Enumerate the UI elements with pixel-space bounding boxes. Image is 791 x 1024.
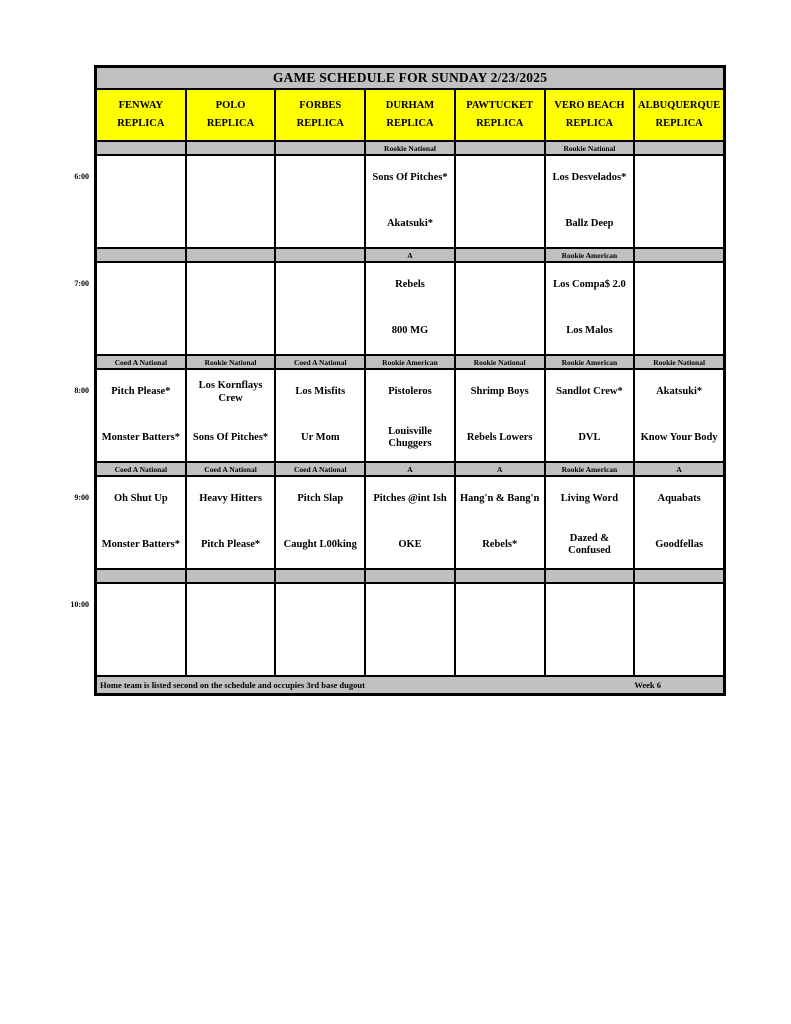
field-type: REPLICA: [386, 117, 434, 129]
field-type: REPLICA: [206, 117, 255, 129]
division-cell: Rookie National: [366, 142, 454, 154]
field-header-pawtucket: [456, 90, 544, 140]
away-team: Los Kornflays Crew: [198, 380, 263, 404]
away-team: [187, 263, 275, 309]
game-cell-vero-beach: [546, 477, 634, 568]
division-cell: Coed A National: [276, 463, 364, 475]
game-cell-fenway: [97, 477, 185, 568]
away-team: Living Word: [560, 493, 619, 505]
field-type: REPLICA: [655, 117, 703, 129]
away-team: Sandlot Crew*: [556, 386, 623, 398]
away-team: Shrimp Boys: [470, 386, 529, 398]
home-team: Sons Of Pitches*: [192, 431, 269, 443]
field-header-vero-beach: [546, 90, 634, 140]
field-header-polo: [187, 90, 275, 140]
field-name: ALBUQUERQUE: [638, 100, 721, 111]
home-team: [97, 630, 185, 676]
division-cell: Rookie American: [366, 356, 454, 368]
home-team: Ur Mom: [300, 431, 340, 443]
field-type: REPLICA: [296, 117, 344, 129]
home-team: Know Your Body: [640, 431, 718, 443]
away-team: Pitch Please*: [111, 386, 171, 398]
field-name: PAWTUCKET: [466, 100, 534, 111]
away-team: Pitches @int Ish: [373, 493, 447, 505]
game-cell-fenway: [97, 370, 185, 461]
home-team: Rebels Lowers: [466, 431, 533, 443]
away-team: Pistoleros: [388, 386, 432, 398]
home-team: OKE: [398, 538, 422, 550]
footer-row: [97, 677, 723, 693]
field-type: REPLICA: [117, 117, 165, 129]
home-team: Monster Batters*: [101, 431, 180, 443]
division-cell: [546, 570, 634, 582]
home-team: Los Malos: [566, 324, 613, 336]
away-team: Akatsuki*: [656, 386, 703, 398]
game-cell-fenway: [97, 263, 185, 354]
games-row-1000: [70, 584, 723, 675]
home-team: 800 MG: [391, 324, 429, 336]
field-name: POLO: [215, 100, 246, 111]
away-team: Sons Of Pitches*: [372, 172, 448, 184]
time-label: 10:00: [70, 600, 89, 609]
away-team: [635, 263, 723, 309]
time-label: 7:00: [74, 279, 89, 288]
games-row-600: [74, 156, 723, 247]
game-cell-forbes: [276, 263, 364, 354]
home-team: [276, 309, 364, 355]
game-cell-pawtucket: [456, 584, 544, 675]
game-cell-durham: [366, 584, 454, 675]
division-row-1000: [97, 570, 723, 582]
home-team: [276, 630, 364, 676]
game-cell-fenway: [97, 584, 185, 675]
game-cell-pawtucket: [456, 370, 544, 461]
division-cell: [97, 249, 185, 261]
home-team: Ballz Deep: [565, 217, 614, 229]
game-cell-pawtucket: [456, 156, 544, 247]
field-name: DURHAM: [385, 100, 435, 111]
home-team: Pitch Please*: [200, 538, 261, 550]
division-cell: [276, 142, 364, 154]
game-cell-forbes: [276, 156, 364, 247]
away-team: [276, 584, 364, 630]
home-team: Dazed & Confused: [568, 532, 611, 557]
home-team: [97, 202, 185, 248]
time-label: 8:00: [74, 386, 89, 395]
game-cell-forbes: [276, 477, 364, 568]
home-team: Goodfellas: [655, 538, 704, 550]
home-team: [187, 202, 275, 248]
home-team: [546, 630, 634, 676]
division-cell: [97, 142, 185, 154]
division-cell: Coed A National: [97, 463, 185, 475]
field-name: FORBES: [299, 100, 342, 111]
away-team: [276, 156, 364, 202]
game-cell-albuquerque: [635, 584, 723, 675]
game-cell-forbes: [276, 370, 364, 461]
game-cell-durham: [366, 156, 454, 247]
game-cell-albuquerque: [635, 477, 723, 568]
away-team: Los Compa$ 2.0: [553, 279, 626, 291]
home-team: DVL: [578, 431, 601, 443]
away-team: [456, 156, 544, 202]
division-cell: Rookie American: [546, 463, 634, 475]
division-cell: Coed A National: [187, 463, 275, 475]
game-cell-polo: [187, 156, 275, 247]
field-header-fenway: [97, 90, 185, 140]
away-team: [97, 156, 185, 202]
away-team: [97, 584, 185, 630]
home-team: [366, 630, 454, 676]
away-team: Oh Shut Up: [114, 493, 168, 505]
game-cell-vero-beach: [546, 263, 634, 354]
home-team: [276, 202, 364, 248]
division-cell: [456, 570, 544, 582]
division-cell: [187, 570, 275, 582]
field-type: REPLICA: [565, 117, 614, 129]
division-cell: A: [366, 463, 454, 475]
game-cell-durham: [366, 263, 454, 354]
division-cell: Rookie National: [635, 356, 723, 368]
home-team: [187, 309, 275, 355]
home-team: Rebels*: [482, 538, 518, 550]
games-row-800: [74, 370, 723, 461]
footer-note: Home team is listed second on the schedule and occupies 3rd base dugout: [100, 680, 365, 690]
game-cell-forbes: [276, 584, 364, 675]
division-cell: A: [635, 463, 723, 475]
home-team: [456, 202, 544, 248]
away-team: [187, 156, 275, 202]
division-cell: Rookie National: [456, 356, 544, 368]
home-team: [97, 309, 185, 355]
home-team: [456, 630, 544, 676]
division-cell: A: [366, 249, 454, 261]
away-team: [635, 156, 723, 202]
field-header-durham: [366, 90, 454, 140]
home-team: [187, 630, 275, 676]
division-row-700: [97, 249, 723, 261]
division-cell: [456, 249, 544, 261]
division-cell: Rookie American: [546, 249, 634, 261]
game-cell-durham: [366, 477, 454, 568]
away-team: Heavy Hitters: [199, 493, 262, 505]
division-cell: A: [456, 463, 544, 475]
division-cell: [187, 249, 275, 261]
time-label: 9:00: [74, 493, 89, 502]
field-header-forbes: [276, 90, 364, 140]
home-team: [635, 630, 723, 676]
game-cell-polo: [187, 477, 275, 568]
away-team: Aquabats: [657, 493, 701, 505]
time-label: 6:00: [74, 172, 89, 181]
game-cell-vero-beach: [546, 370, 634, 461]
game-cell-albuquerque: [635, 156, 723, 247]
away-team: [546, 584, 634, 630]
away-team: [456, 584, 544, 630]
home-team: [456, 309, 544, 355]
division-cell: [276, 570, 364, 582]
away-team: [635, 584, 723, 630]
away-team: [276, 263, 364, 309]
home-team: Monster Batters*: [101, 538, 180, 550]
away-team: [366, 584, 454, 630]
home-team: [635, 309, 723, 355]
game-cell-polo: [187, 584, 275, 675]
away-team: [187, 584, 275, 630]
division-row-600: [97, 142, 723, 154]
schedule-table: [70, 65, 726, 696]
game-cell-pawtucket: [456, 263, 544, 354]
division-cell: [97, 570, 185, 582]
division-cell: [276, 249, 364, 261]
home-team: Akatsuki*: [386, 217, 434, 229]
division-cell: Rookie National: [187, 356, 275, 368]
away-team: [456, 263, 544, 309]
games-row-700: [74, 263, 723, 354]
home-team: Louisville Chuggers: [388, 425, 432, 450]
game-cell-polo: [187, 370, 275, 461]
division-cell: [187, 142, 275, 154]
game-cell-albuquerque: [635, 263, 723, 354]
game-cell-vero-beach: [546, 156, 634, 247]
division-cell: [366, 570, 454, 582]
game-cell-pawtucket: [456, 477, 544, 568]
away-team: Los Desvelados*: [552, 172, 627, 184]
week-label: Week 6: [634, 680, 661, 690]
field-type: REPLICA: [476, 117, 524, 129]
division-cell: Coed A National: [97, 356, 185, 368]
division-cell: [635, 142, 723, 154]
away-team: [97, 263, 185, 309]
away-team: Hang'n & Bang'n: [460, 493, 540, 505]
division-row-800: [97, 356, 723, 368]
field-name: FENWAY: [118, 100, 164, 111]
division-cell: [635, 249, 723, 261]
field-header-albuquerque: [635, 90, 723, 140]
division-row-900: [97, 463, 723, 475]
game-cell-polo: [187, 263, 275, 354]
away-team: Rebels: [395, 279, 425, 291]
division-cell: Rookie National: [546, 142, 634, 154]
game-cell-albuquerque: [635, 370, 723, 461]
schedule-title: GAME SCHEDULE FOR SUNDAY 2/23/2025: [97, 68, 723, 88]
away-team: Los Misfits: [295, 386, 346, 398]
game-cell-vero-beach: [546, 584, 634, 675]
division-cell: Coed A National: [276, 356, 364, 368]
field-header-row: [97, 90, 723, 140]
game-cell-durham: [366, 370, 454, 461]
game-cell-fenway: [97, 156, 185, 247]
home-team: Caught L00king: [283, 538, 357, 550]
division-cell: [635, 570, 723, 582]
away-team: Pitch Slap: [297, 493, 344, 505]
games-row-900: [74, 477, 723, 568]
home-team: [635, 202, 723, 248]
division-cell: [456, 142, 544, 154]
division-cell: Rookie American: [546, 356, 634, 368]
field-name: VERO BEACH: [554, 100, 625, 111]
